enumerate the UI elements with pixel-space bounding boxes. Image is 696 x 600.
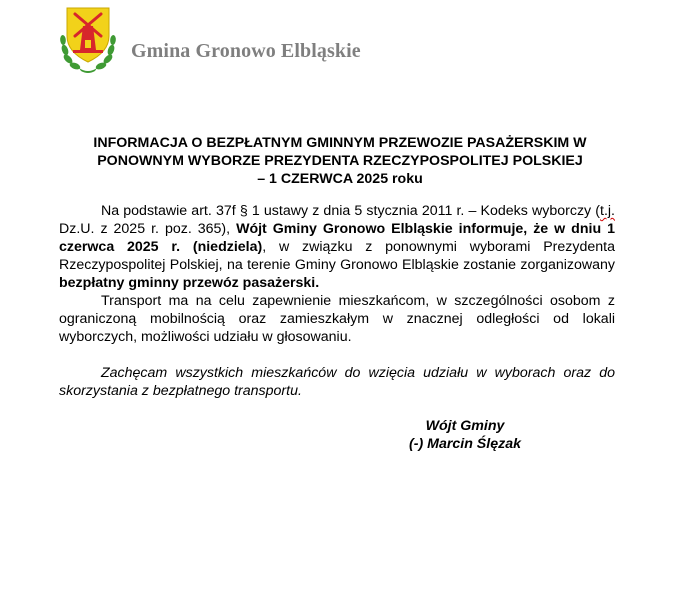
paragraph-transport-purpose: Transport ma na celu zapewnienie mieszkańcom, w szczególności osobom z ograniczoną mobilnością oraz zamieszkałym w znacznej odległości od lokali wyborczych, możliwości udziału w głosowaniu. <box>59 293 615 345</box>
bold-text: Wójt Gminy Gronowo Elbląskie informuje, że w dniu 1 czerwca 2025 r. (niedziela) <box>59 221 615 255</box>
text-segment: , w związku z ponownymi wyborami Prezydenta Rzeczypospolitej Polskiej, na terenie Gminy Gronowo Elbląskie zostanie zorganizowany <box>59 239 615 273</box>
document-body <box>59 202 615 400</box>
paragraph-announcement <box>59 202 615 292</box>
document-title <box>60 134 620 188</box>
windmill-coat-of-arms-icon <box>59 6 117 74</box>
signature-name: (-) Marcin Ślęzak <box>409 436 521 452</box>
title-line: INFORMACJA O BEZPŁATNYM GMINNYM PRZEWOZIE PASAŻERSKIM W <box>93 135 587 151</box>
paragraph-encouragement: Zachęcam wszystkich mieszkańców do wzięcia udziału w wyborach oraz do skorzystania z bezpłatnego transportu. <box>59 365 615 399</box>
spellcheck-word: t.j. <box>600 203 615 219</box>
header <box>59 6 659 78</box>
bold-text: bezpłatny gminny przewóz pasażerski. <box>59 275 320 291</box>
organization-name: Gmina Gronowo Elbląskie <box>131 40 361 62</box>
title-line: – 1 CZERWCA 2025 roku <box>257 171 423 187</box>
text-segment: Dz.U. z 2025 r. poz. 365), <box>59 221 237 237</box>
signature-title: Wójt Gminy <box>425 418 505 434</box>
title-line: PONOWNYM WYBORZE PREZYDENTA RZECZYPOSPOLITEJ POLSKIEJ <box>97 153 583 169</box>
signature-block <box>400 417 530 453</box>
text-segment: Na podstawie art. 37f § 1 ustawy z dnia 5 stycznia 2011 r. – Kodeks wyborczy ( <box>101 203 601 219</box>
